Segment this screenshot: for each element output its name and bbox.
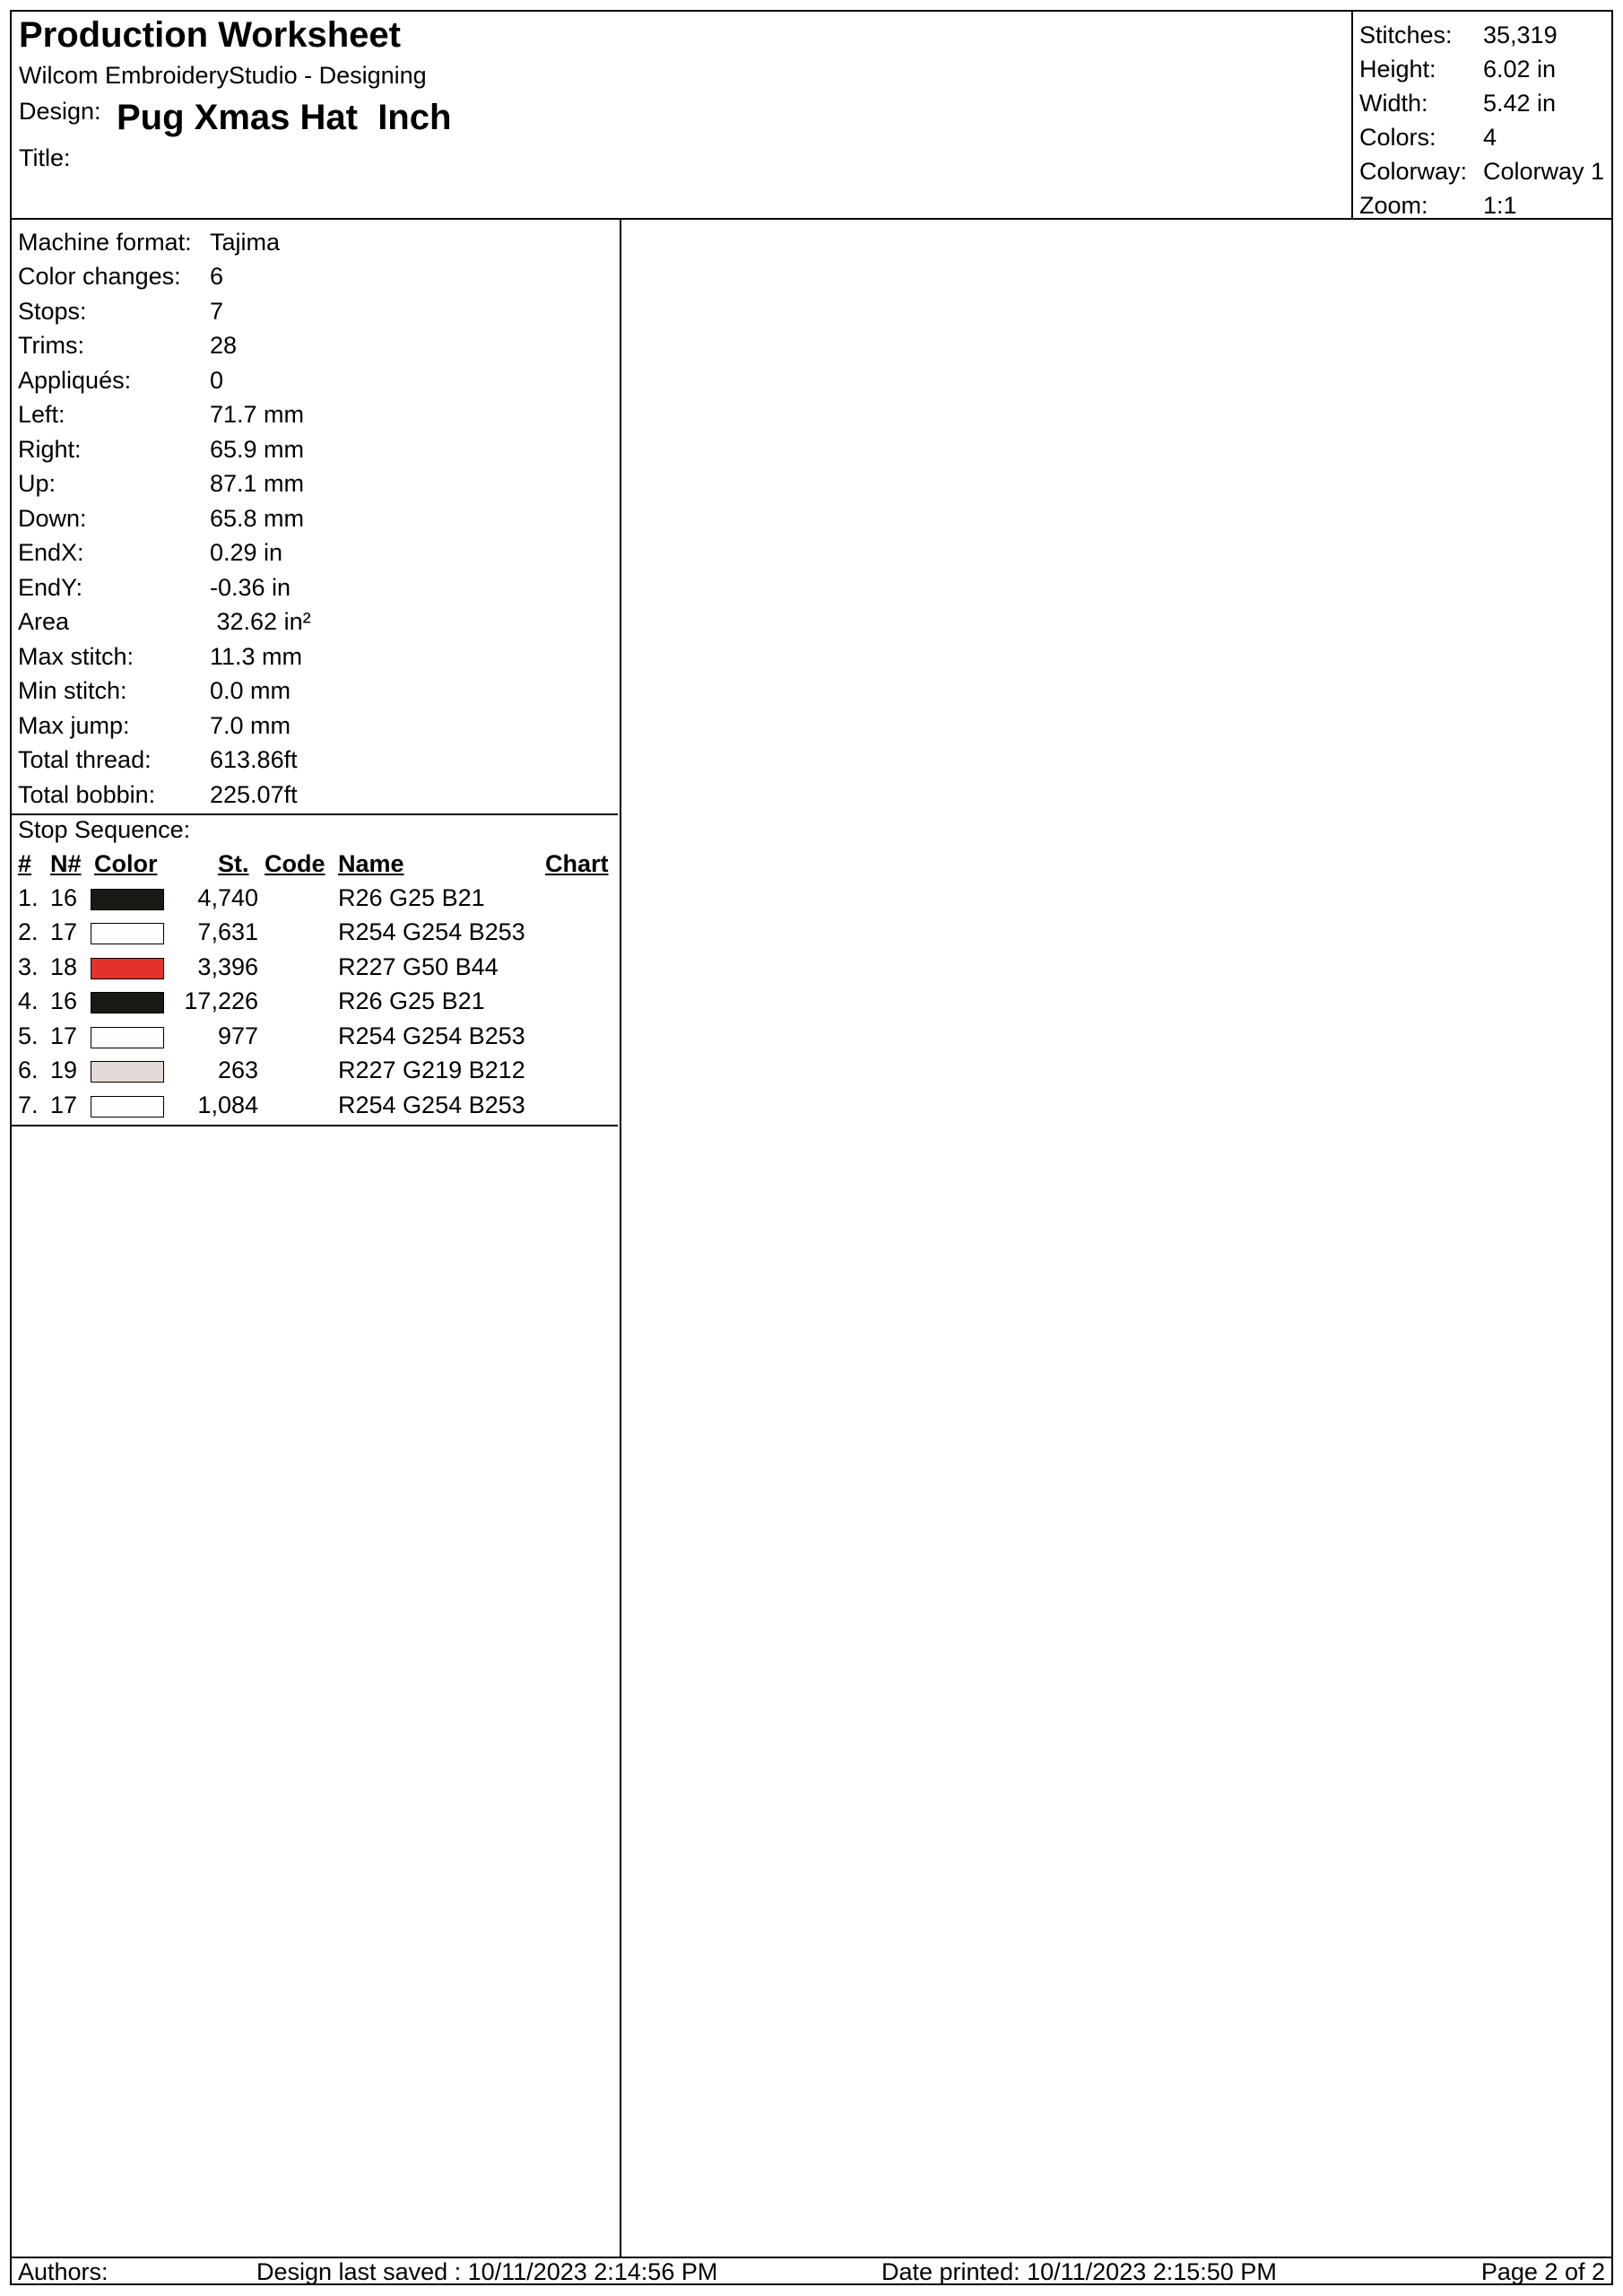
- summary-value: 5.42 in: [1483, 90, 1557, 117]
- stat-row: [12, 781, 618, 815]
- stat-row: [12, 401, 618, 435]
- col-header-number: #: [18, 850, 32, 877]
- section-divider: [12, 813, 618, 815]
- design-name: Pug Xmas Hat Inch: [117, 98, 452, 137]
- stat-value: Tajima: [210, 229, 281, 256]
- row-number: 2.: [18, 918, 39, 945]
- row-needle: 16: [50, 884, 78, 911]
- footer-last-saved: Design last saved : 10/11/2023 2:14:56 PM: [256, 2258, 718, 2285]
- summary-label: Colors:: [1359, 124, 1436, 151]
- stat-value: 11.3 mm: [210, 643, 303, 670]
- stat-label: Color changes:: [18, 263, 181, 290]
- stat-label: Left:: [18, 401, 65, 428]
- worksheet-footer: [12, 2257, 1611, 2285]
- stat-value: 0.0 mm: [210, 677, 291, 704]
- row-color-name: R254 G254 B253: [338, 1091, 525, 1118]
- row-number: 1.: [18, 884, 39, 911]
- table-row: [12, 1091, 618, 1126]
- row-stitches: 7,631: [197, 918, 258, 945]
- col-header-needle: N#: [50, 850, 82, 877]
- summary-height: [1353, 56, 1613, 90]
- app-name: Wilcom EmbroideryStudio - Designing: [19, 62, 427, 89]
- col-header-name: Name: [338, 850, 404, 877]
- stat-row: [12, 470, 618, 504]
- stat-row: [12, 677, 618, 711]
- table-row: [12, 918, 618, 952]
- row-color-name: R227 G50 B44: [338, 953, 499, 980]
- stop-sequence-title: Stop Sequence:: [18, 816, 191, 843]
- row-number: 4.: [18, 987, 39, 1014]
- stat-label: Max stitch:: [18, 643, 135, 670]
- stat-value: 7.0 mm: [210, 712, 291, 739]
- stat-row: [12, 332, 618, 366]
- stat-label: Right:: [18, 436, 82, 463]
- table-row: [12, 987, 618, 1022]
- col-header-stitches: St.: [218, 850, 249, 877]
- color-swatch: [91, 923, 164, 944]
- summary-value: 1:1: [1483, 192, 1517, 219]
- summary-value: 4: [1483, 124, 1497, 151]
- stat-row: [12, 229, 618, 263]
- color-swatch: [91, 1096, 164, 1118]
- summary-zoom: [1353, 192, 1613, 226]
- row-color-name: R26 G25 B21: [338, 884, 485, 911]
- summary-colorway: [1353, 158, 1613, 192]
- summary-label: Height:: [1359, 56, 1436, 83]
- row-number: 3.: [18, 953, 39, 980]
- col-header-color: Color: [94, 850, 158, 877]
- table-row: [12, 953, 618, 987]
- table-row: [12, 1022, 618, 1057]
- row-number: 7.: [18, 1091, 39, 1118]
- stat-row: [12, 608, 618, 642]
- row-needle: 19: [50, 1057, 78, 1083]
- row-needle: 17: [50, 1022, 78, 1049]
- title-label: Title:: [19, 144, 71, 171]
- page-title: Production Worksheet: [19, 15, 401, 55]
- stat-label: EndX:: [18, 539, 84, 566]
- color-swatch: [91, 958, 164, 979]
- row-number: 5.: [18, 1022, 39, 1049]
- summary-stitches: [1353, 22, 1613, 56]
- footer-page-number: Page 2 of 2: [1480, 2258, 1605, 2285]
- row-stitches: 977: [217, 1022, 258, 1049]
- stat-label: Down:: [18, 505, 87, 532]
- table-row: [12, 1057, 618, 1091]
- stat-label: Appliqués:: [18, 367, 132, 394]
- summary-label: Colorway:: [1359, 158, 1468, 185]
- color-swatch: [91, 1061, 164, 1083]
- summary-value: Colorway 1: [1483, 158, 1605, 185]
- worksheet-header: [12, 12, 1611, 220]
- stat-value: 0: [210, 367, 224, 394]
- stat-value: 87.1 mm: [210, 470, 305, 497]
- row-needle: 16: [50, 987, 78, 1014]
- row-number: 6.: [18, 1057, 39, 1083]
- stat-label: Min stitch:: [18, 677, 127, 704]
- stat-row: [12, 539, 618, 573]
- stat-row: [12, 574, 618, 608]
- stat-row: [12, 746, 618, 780]
- stat-label: EndY:: [18, 574, 83, 601]
- stat-label: Stops:: [18, 298, 87, 325]
- stat-row: [12, 643, 618, 677]
- stat-label: Max jump:: [18, 712, 130, 739]
- row-needle: 17: [50, 918, 78, 945]
- row-stitches: 263: [217, 1057, 258, 1083]
- table-row: [12, 884, 618, 918]
- row-stitches: 17,226: [184, 987, 258, 1014]
- color-swatch: [91, 889, 164, 910]
- stat-value: 225.07ft: [210, 781, 298, 808]
- stat-label: Total bobbin:: [18, 781, 156, 808]
- row-stitches: 3,396: [197, 953, 258, 980]
- color-swatch: [91, 1027, 164, 1048]
- summary-width: [1353, 90, 1613, 124]
- stat-label: Machine format:: [18, 229, 192, 256]
- stat-label: Area: [18, 608, 70, 635]
- row-color-name: R227 G219 B212: [338, 1057, 525, 1083]
- row-stitches: 1,084: [197, 1091, 258, 1118]
- stat-value: 613.86ft: [210, 746, 298, 773]
- color-swatch: [91, 992, 164, 1013]
- stat-row: [12, 505, 618, 539]
- stat-row: [12, 436, 618, 470]
- summary-value: 35,319: [1483, 22, 1558, 48]
- stat-value: 0.29 in: [210, 539, 283, 566]
- footer-date-printed: Date printed: 10/11/2023 2:15:50 PM: [881, 2258, 1277, 2285]
- stat-row: [12, 298, 618, 332]
- stat-label: Total thread:: [18, 746, 152, 773]
- stat-value: -0.36 in: [210, 574, 291, 601]
- stat-label: Trims:: [18, 332, 84, 359]
- col-header-code: Code: [265, 850, 325, 877]
- row-color-name: R254 G254 B253: [338, 1022, 525, 1049]
- summary-label: Zoom:: [1359, 192, 1428, 219]
- stat-value: 7: [210, 298, 224, 325]
- row-color-name: R254 G254 B253: [338, 918, 525, 945]
- summary-label: Stitches:: [1359, 22, 1453, 48]
- summary-panel: [1351, 12, 1613, 218]
- stat-value: 28: [210, 332, 238, 359]
- col-header-chart: Chart: [545, 850, 609, 877]
- worksheet-page: [10, 10, 1613, 2285]
- stat-row: [12, 263, 618, 297]
- stat-label: Up:: [18, 470, 56, 497]
- summary-value: 6.02 in: [1483, 56, 1557, 83]
- row-needle: 17: [50, 1091, 78, 1118]
- stat-value: 65.8 mm: [210, 505, 305, 532]
- summary-label: Width:: [1359, 90, 1428, 117]
- stat-value: 6: [210, 263, 224, 290]
- design-label: Design:: [19, 98, 101, 125]
- row-stitches: 4,740: [197, 884, 258, 911]
- stat-row: [12, 712, 618, 746]
- stat-value: 32.62 in²: [210, 608, 311, 635]
- footer-authors: Authors:: [18, 2258, 108, 2285]
- stat-value: 71.7 mm: [210, 401, 305, 428]
- stat-value: 65.9 mm: [210, 436, 305, 463]
- details-column: [12, 218, 621, 2257]
- row-needle: 18: [50, 953, 78, 980]
- summary-colors: [1353, 124, 1613, 158]
- row-color-name: R26 G25 B21: [338, 987, 485, 1014]
- section-divider: [12, 1125, 618, 1126]
- stat-row: [12, 367, 618, 401]
